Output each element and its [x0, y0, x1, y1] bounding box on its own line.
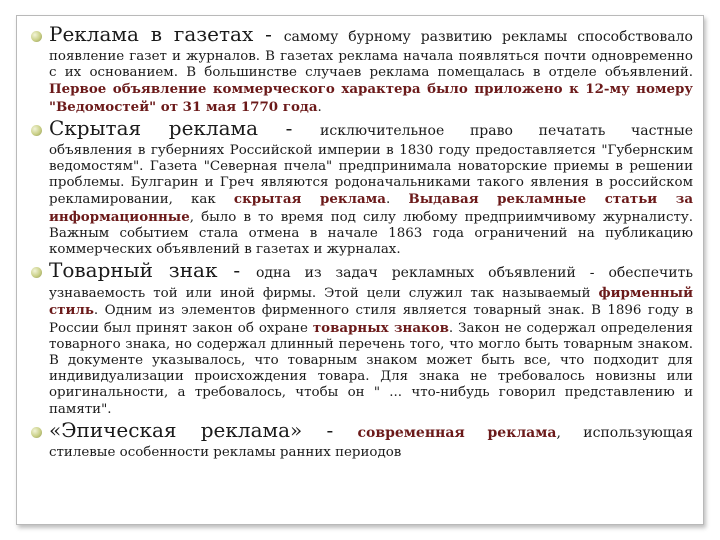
body-text: стилевые особенности рекламы ранних периодов	[49, 444, 402, 460]
item-term: «Эпическая реклама»	[49, 417, 303, 442]
item-body	[49, 49, 693, 116]
highlighted-text: товарных знаков	[312, 319, 449, 336]
list-item-hidden-ads	[29, 116, 693, 258]
item-heading	[49, 418, 693, 445]
item-dash: -	[217, 258, 256, 283]
highlighted-text: фирменный стиль	[49, 285, 693, 319]
list-item-newspaper-ads	[29, 22, 693, 116]
body-text: узнаваемость той или иной фирмы. Этой цели служил так называемый	[49, 286, 599, 302]
body-text: появление газет и журналов. В газетах реклама начала появляться почти одновременно с их основанием. В большинстве случаев реклама помещалась в отделе объявлений.	[49, 49, 693, 81]
item-body	[49, 143, 693, 258]
list-item-epic-ads	[29, 418, 693, 461]
slide-content	[29, 22, 693, 461]
bullet-icon	[31, 31, 42, 42]
item-lead	[357, 425, 693, 441]
highlighted-text: Первое объявление коммерческого характера было приложено к 12-му номеру "Ведомостей" от 31 мая 1770 года	[49, 81, 693, 115]
item-term: Товарный знак	[49, 258, 218, 283]
list-item-trademark	[29, 258, 693, 418]
body-text: . Одним из элементов фирменного стиля является товарный знак. В 1896 году в России был принят закон об охране	[49, 303, 693, 336]
item-body	[49, 445, 693, 461]
item-dash: -	[253, 22, 284, 46]
item-heading	[49, 116, 693, 143]
highlighted-text: современная реклама	[357, 424, 557, 441]
bullet-icon	[31, 267, 42, 278]
item-heading	[49, 258, 693, 285]
item-lead: самому бурному развитию рекламы способствовало	[283, 29, 693, 45]
highlighted-text: Выдавая рекламные статьи за информационные	[49, 191, 693, 225]
item-dash: -	[258, 115, 321, 140]
slide-frame	[16, 15, 704, 525]
highlighted-text: скрытая реклама	[233, 191, 386, 208]
item-term: Реклама в газетах	[49, 22, 254, 46]
item-term: Скрытая реклама	[49, 115, 259, 140]
body-text: объявления в губерниях Российской империи в 1830 году предоставляется "Губернским ведомостям". Газета "Северная пчела" предпринимала новаторские приемы в решении проблемы. Булгарин и Греч являются родоначальниками такого явления в российском рекламировании, как	[49, 142, 693, 208]
bullet-icon	[31, 125, 42, 136]
item-body	[49, 285, 693, 418]
body-text: .	[385, 192, 409, 208]
bullet-icon	[31, 427, 42, 438]
item-heading	[49, 22, 693, 49]
item-lead: одна из задач рекламных объявлений - обеспечить	[255, 265, 693, 282]
item-dash: -	[302, 417, 358, 442]
body-text: . Закон не содержал определения товарного знака, но содержал длинный перечень того, что могло быть товарным знаком. В документе указывалось, что товарным знаком может быть все, что подходит для индивидуализации происхождения товара. Для знака не требовалось новизны или оригинальности, а требовалось, чтобы он " ... что-нибудь говорил представлению и памяти".	[49, 320, 694, 417]
lead-text: , использующая	[556, 424, 693, 441]
body-text: , было в то время под силу любому предприимчивому журналисту. Важным событием стала отмена в начале 1863 года ограничений на публикацию коммерческих объявлений в газетах и журналах.	[49, 209, 693, 258]
body-text: .	[317, 99, 322, 115]
item-lead: исключительное право печатать частные	[320, 122, 693, 139]
